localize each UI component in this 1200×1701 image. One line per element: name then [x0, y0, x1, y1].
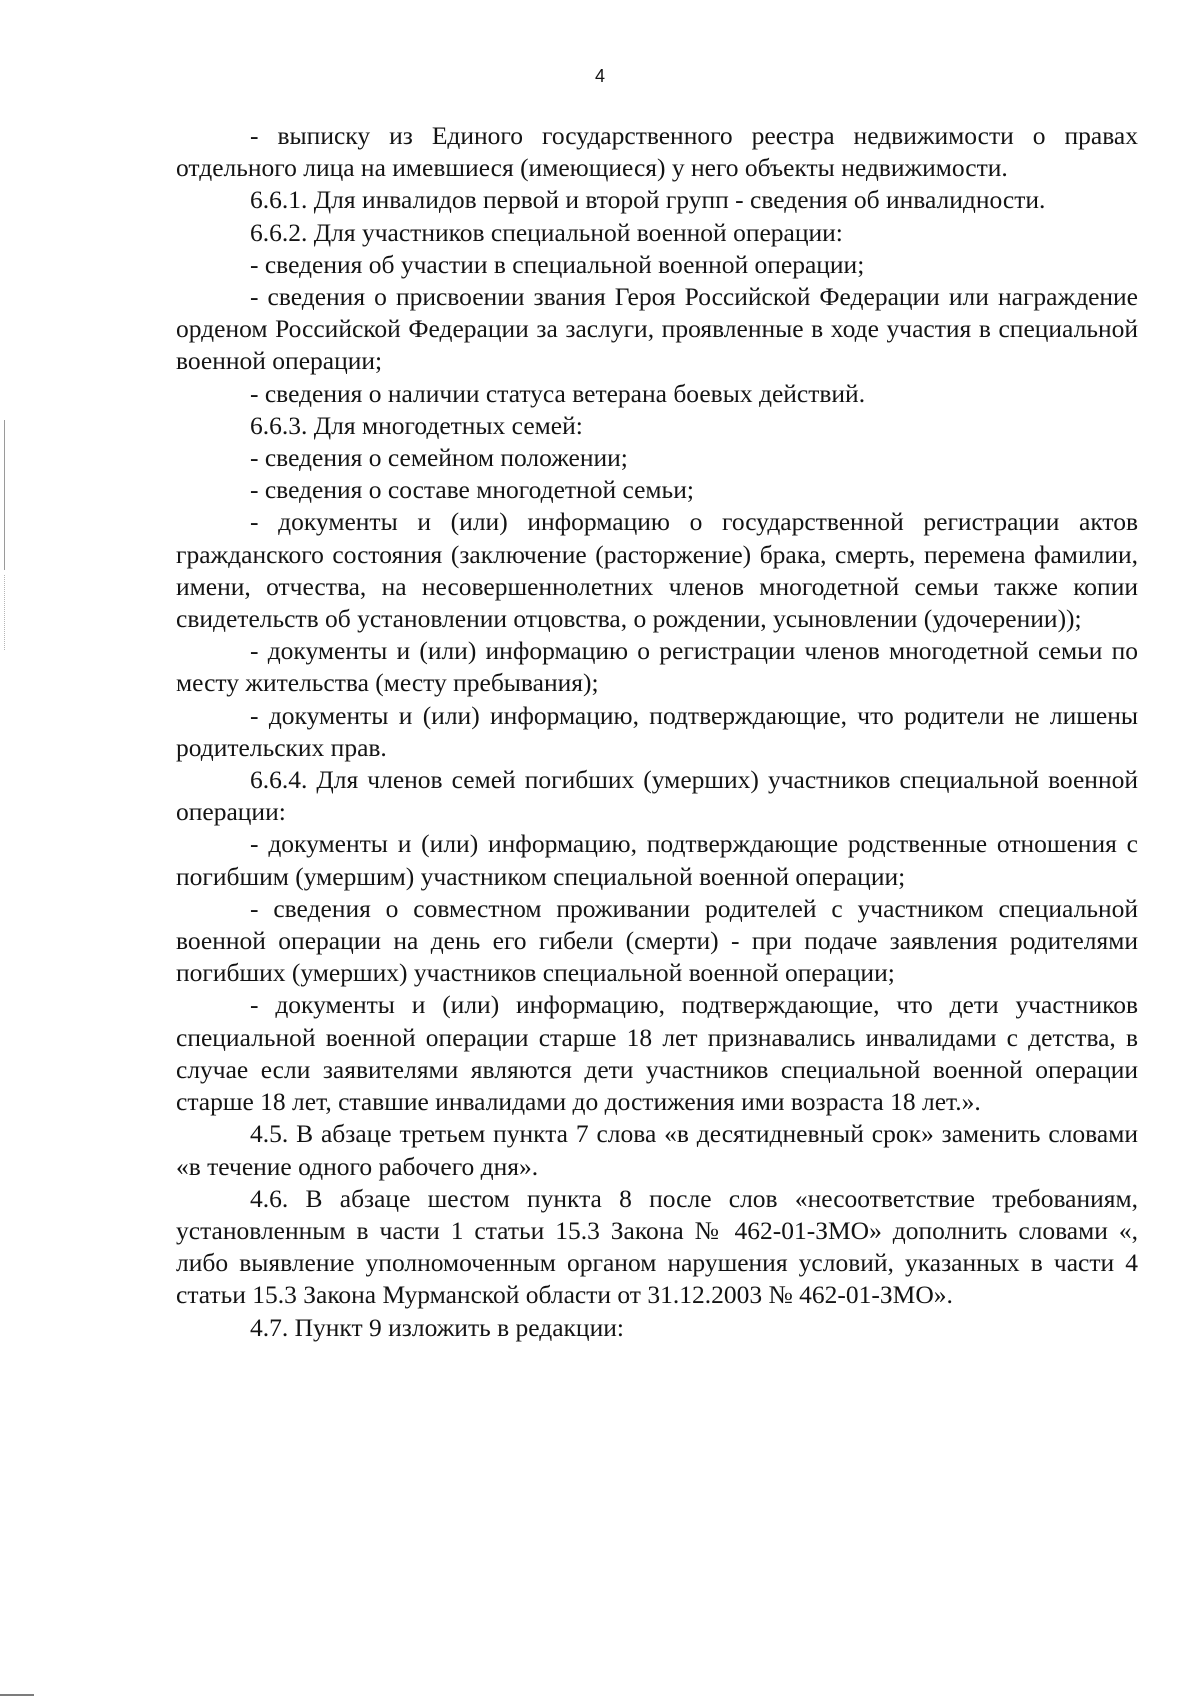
paragraph: 4.6. В абзаце шестом пункта 8 после слов «несоответствие требованиям, установленным в части 1 статьи 15.3 Закона № 462-01-ЗМО» дополнить словами «, либо выявление уполномоченным органом нарушения условий, указанных в части 4 статьи 15.3 Закона Мурманской области от 31.12.2003 № 462-01-ЗМО».: [176, 1183, 1138, 1310]
paragraph: - документы и (или) информацию о государственной регистрации актов гражданского состояния (заключение (расторжение) брака, смерть, перемена фамилии, имени, отчества, на несовершеннолетних членов многодетной семьи также копии свидетельств об установлении отцовства, о рождении, усыновлении (удочерении));: [176, 507, 1138, 634]
paragraph: - сведения о наличии статуса ветерана боевых действий.: [250, 378, 866, 408]
paragraph: - сведения об участии в специальной военной операции;: [250, 249, 865, 279]
paragraph: - сведения о совместном проживании родителей с участником специальной военной операции на день его гибели (смерти) - при подаче заявления родителями погибших (умерших) участников специальной военной операции;: [176, 893, 1138, 988]
paragraph: 6.6.1. Для инвалидов первой и второй групп - сведения об инвалидности.: [250, 185, 1046, 215]
paragraph: - сведения о присвоении звания Героя Российской Федерации или награждение орденом Российской Федерации за заслуги, проявленные в ходе участия в специальной военной операции;: [176, 282, 1138, 376]
paragraph: 6.6.4. Для членов семей погибших (умерших) участников специальной военной операции:: [176, 765, 1138, 827]
paragraph: - документы и (или) информацию, подтверждающие, что дети участников специальной военной операции старше 18 лет признавались инвалидами с детства, в случае если заявителями являются дети участников специальной военной операции старше 18 лет, ставшие инвалидами до достижения ими возраста 18 лет.».: [176, 990, 1138, 1117]
paragraph: 4.5. В абзаце третьем пункта 7 слова «в десятидневный срок» заменить словами «в течение одного рабочего дня».: [176, 1119, 1138, 1181]
paragraph: - сведения о составе многодетной семьи;: [250, 475, 694, 505]
paragraph: - документы и (или) информацию о регистрации членов многодетной семьи по месту жительства (месту пребывания);: [176, 636, 1138, 698]
scan-edge-line: [4, 420, 5, 570]
paragraph: - выписку из Единого государственного реестра недвижимости о правах отдельного лица на имевшиеся (имеющиеся) у него объекты недвижимости.: [176, 121, 1138, 183]
paragraph: - сведения о семейном положении;: [250, 443, 628, 473]
paragraph: - документы и (или) информацию, подтверждающие, что родители не лишены родительских прав.: [176, 700, 1138, 762]
document-body: [176, 120, 1138, 1344]
paragraph: - документы и (или) информацию, подтверждающие родственные отношения с погибшим (умершим) участником специальной военной операции;: [176, 829, 1138, 891]
page-number: 4: [594, 66, 605, 86]
scan-edge-dots: [4, 575, 6, 650]
paragraph: 4.7. Пункт 9 изложить в редакции:: [250, 1312, 624, 1342]
paragraph: 6.6.3. Для многодетных семей:: [250, 410, 583, 440]
paragraph: 6.6.2. Для участников специальной военной операции:: [250, 217, 843, 247]
scan-bottom-mark: [0, 1694, 34, 1696]
